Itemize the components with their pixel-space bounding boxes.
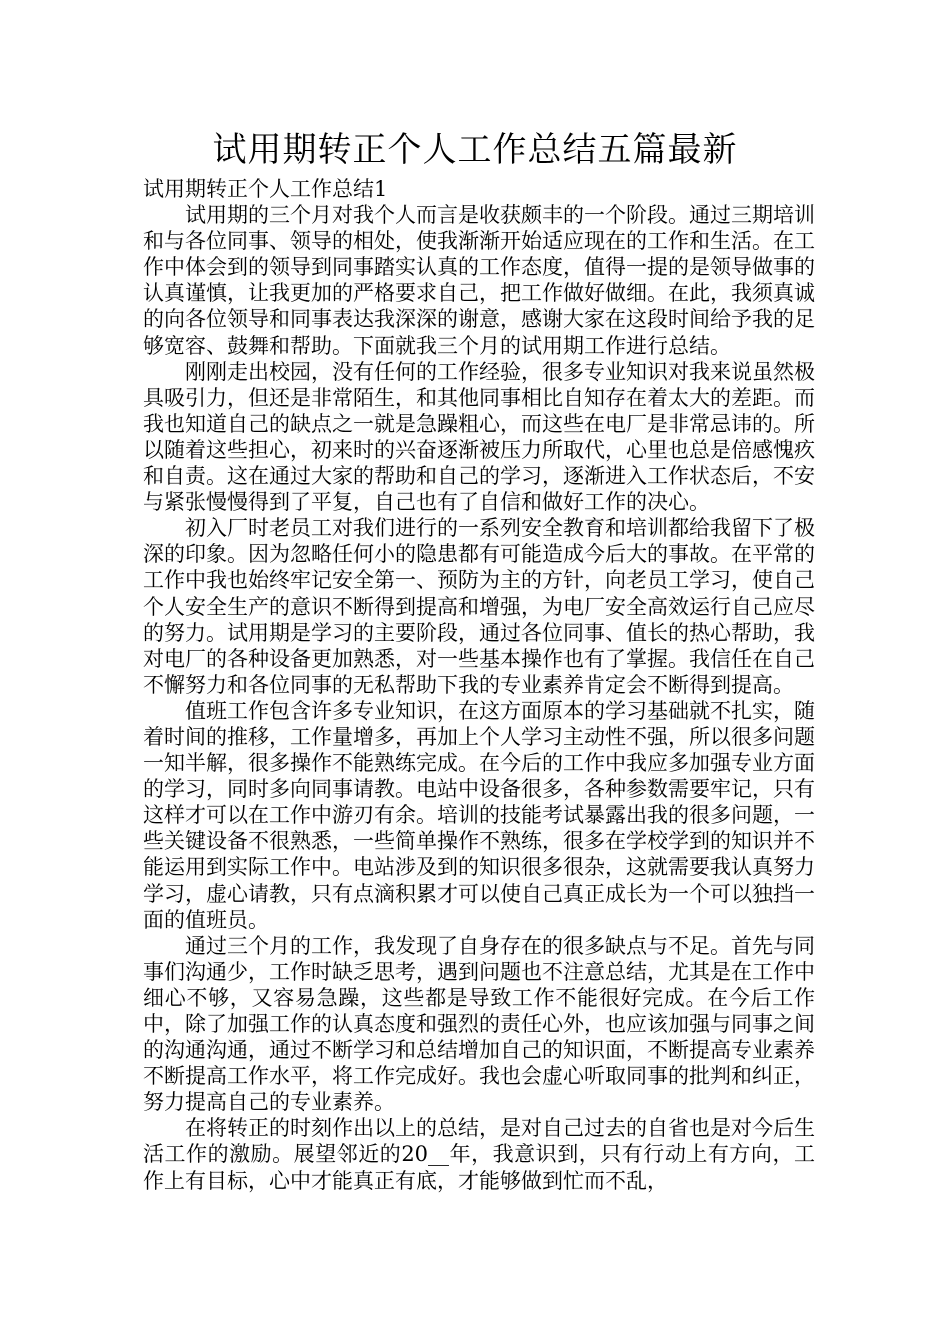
document-title: 试用期转正个人工作总结五篇最新 [212, 130, 738, 170]
paragraph-3: 初入厂时老员工对我们进行的一系列安全教育和培训都给我留下了极深的印象。因为忽略任何小的隐患都有可能造成今后大的事故。在平常的工作中我也始终牢记安全第一、预防为主的方针，向老员工学习，使自己个人安全生产的意识不断得到提高和增强，为电厂安全高效运行自己应尽的努力。试用期是学习的主要阶段，通过各位同事、值长的热心帮助，我对电厂的各种设备更加熟悉，对一些基本操作也有了掌握。我信任在自己不懈努力和各位同事的无私帮助下我的专业素养肯定会不断得到提高。 [143, 516, 815, 697]
paragraph-2: 刚刚走出校园，没有任何的工作经验，很多专业知识对我来说虽然极具吸引力，但还是非常陌生，和其他同事相比自知存在着太大的差距。而我也知道自己的缺点之一就是急躁粗心，而这些在电厂是非常忌讳的。所以随着这些担心，初来时的兴奋逐渐被压力所取代，心里也总是倍感愧疚和自责。这在通过大家的帮助和自己的学习，逐渐进入工作状态后，不安与紧张慢慢得到了平复，自己也有了自信和做好工作的决心。 [143, 359, 815, 515]
paragraph-5: 通过三个月的工作，我发现了自身存在的很多缺点与不足。首先与同事们沟通少，工作时缺乏思考，遇到问题也不注意总结，尤其是在工作中细心不够，又容易急躁，这些都是导致工作不能很好完成。在今后工作中，除了加强工作的认真态度和强烈的责任心外，也应该加强与同事之间的沟通沟通，通过不断学习和总结增加自己的知识面，不断提高专业素养不断提高工作水平，将工作完成好。我也会虚心听取同事的批判和纠正，努力提高自己的专业素养。 [143, 933, 815, 1115]
paragraph-4: 值班工作包含许多专业知识，在这方面原本的学习基础就不扎实，随着时间的推移，工作量增多，再加上个人学习主动性不强，所以很多问题一知半解，很多操作不能熟练完成。在今后的工作中我应多加强专业方面的学习，同时多向同事请教。电站中设备很多，各种参数需要牢记，只有这样才可以在工作中游刃有余。培训的技能考试暴露出我的很多问题，一些关键设备不很熟悉，一些简单操作不熟练，很多在学校学到的知识并不能运用到实际工作中。电站涉及到的知识很多很杂，这就需要我认真努力学习，虚心请教，只有点滴积累才可以使自己真正成长为一个可以独挡一面的值班员。 [143, 698, 815, 932]
section-heading: 试用期转正个人工作总结1 [143, 177, 388, 201]
paragraph-1: 试用期的三个月对我个人而言是收获颇丰的一个阶段。通过三期培训和与各位同事、领导的相处，使我渐渐开始适应现在的工作和生活。在工作中体会到的领导到同事踏实认真的工作态度，值得一提的是领导做事的认真谨慎，让我更加的严格要求自己，把工作做好做细。在此，我须真诚的向各位领导和同事表达我深深的谢意，感谢大家在这段时间给予我的足够宽容、鼓舞和帮助。下面就我三个月的试用期工作进行总结。 [143, 203, 815, 358]
document-body [143, 176, 815, 1194]
paragraph-6: 在将转正的时刻作出以上的总结，是对自己过去的自省也是对今后生活工作的激励。展望邻近的20__年，我意识到，只有行动上有方向，工作上有目标，心中才能真正有底，才能够做到忙而不乱， [143, 1116, 815, 1193]
